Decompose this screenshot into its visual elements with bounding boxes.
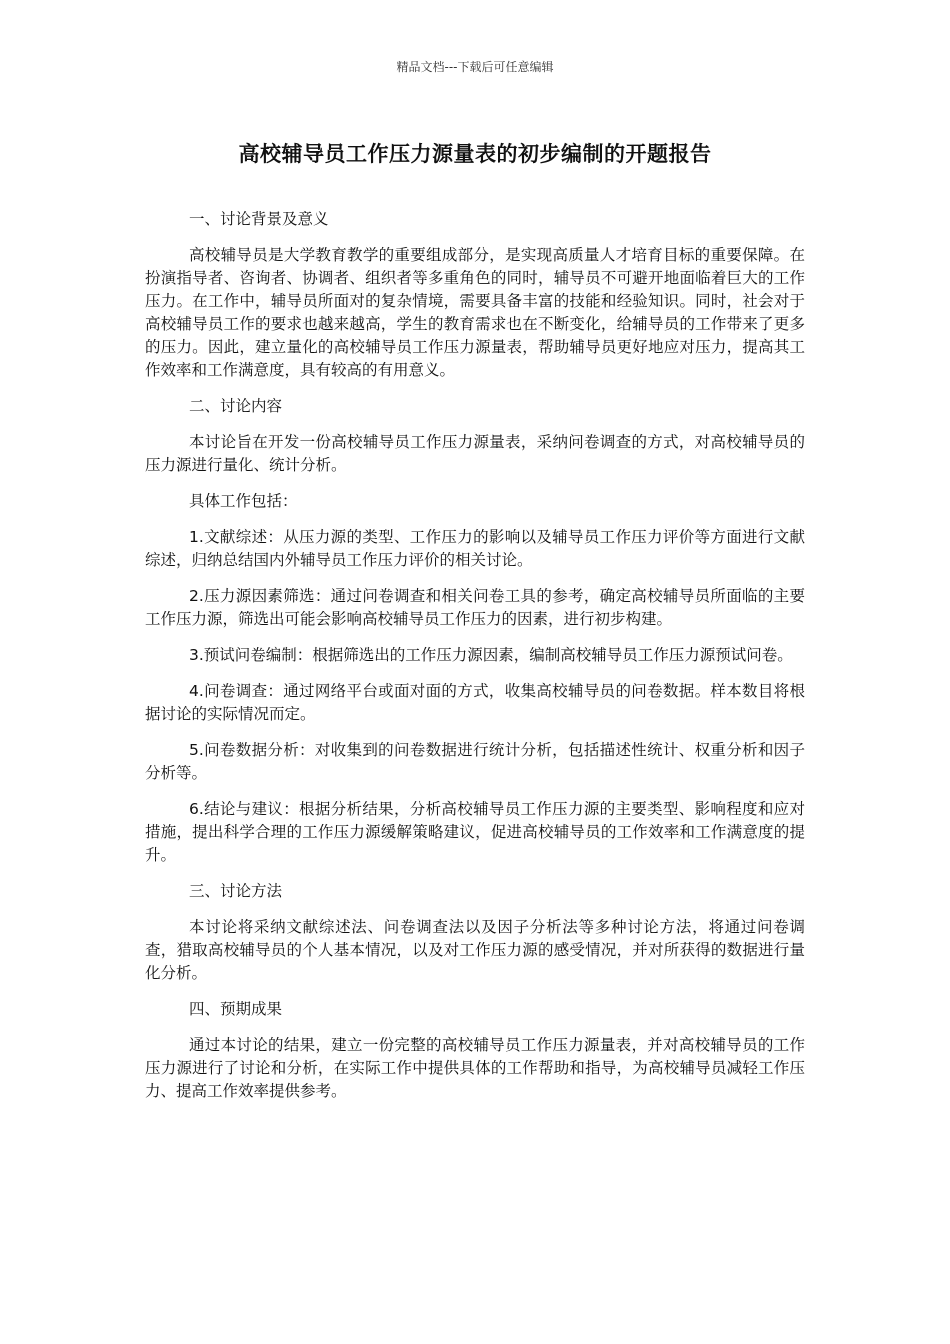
section-heading-content: 二、讨论内容 <box>189 397 283 415</box>
list-item-data-analysis: 5.问卷数据分析：对收集到的问卷数据进行统计分析，包括描述性统计、权重分析和因子分析等。 <box>145 741 805 782</box>
list-item-pretest-questionnaire: 3.预试问卷编制：根据筛选出的工作压力源因素，编制高校辅导员工作压力源预试问卷。 <box>189 646 793 664</box>
document-body <box>145 208 805 1116</box>
paragraph-content-intro: 本讨论旨在开发一份高校辅导员工作压力源量表，采纳问卷调查的方式，对高校辅导员的压力源进行量化、统计分析。 <box>145 433 805 474</box>
list-item-factor-screening: 2.压力源因素筛选：通过问卷调查和相关问卷工具的参考，确定高校辅导员所面临的主要工作压力源，筛选出可能会影响高校辅导员工作压力的因素，进行初步构建。 <box>145 587 805 628</box>
list-item-survey: 4.问卷调查：通过网络平台或面对面的方式，收集高校辅导员的问卷数据。样本数目将根据讨论的实际情况而定。 <box>145 682 805 723</box>
list-item-conclusion: 6.结论与建议：根据分析结果，分析高校辅导员工作压力源的主要类型、影响程度和应对措施，提出科学合理的工作压力源缓解策略建议，促进高校辅导员的工作效率和工作满意度的提升。 <box>145 800 805 864</box>
section-heading-methods: 三、讨论方法 <box>189 882 283 900</box>
list-item-literature-review: 1.文献综述：从压力源的类型、工作压力的影响以及辅导员工作压力评价等方面进行文献综述，归纳总结国内外辅导员工作压力评价的相关讨论。 <box>145 528 805 569</box>
document-title: 高校辅导员工作压力源量表的初步编制的开题报告 <box>238 142 712 166</box>
section-heading-outcomes: 四、预期成果 <box>189 1000 283 1018</box>
paragraph-background: 高校辅导员是大学教育教学的重要组成部分，是实现高质量人才培育目标的重要保障。在扮演指导者、咨询者、协调者、组织者等多重角色的同时，辅导员不可避开地面临着巨大的工作压力。在工作中，辅导员所面对的复杂情境，需要具备丰富的技能和经验知识。同时，社会对于高校辅导员工作的要求也越来越高，学生的教育需求也在不断变化，给辅导员的工作带来了更多的压力。因此，建立量化的高校辅导员工作压力源量表，帮助辅导员更好地应对压力，提高其工作效率和工作满意度，具有较高的有用意义。 <box>145 246 805 379</box>
section-heading-background: 一、讨论背景及意义 <box>189 210 329 228</box>
paragraph-work-items-intro: 具体工作包括： <box>189 492 298 510</box>
paragraph-outcomes: 通过本讨论的结果，建立一份完整的高校辅导员工作压力源量表，并对高校辅导员的工作压力源进行了讨论和分析，在实际工作中提供具体的工作帮助和指导，为高校辅导员减轻工作压力、提高工作效率提供参考。 <box>145 1036 805 1100</box>
header-note: 精品文档---下载后可任意编辑 <box>396 60 554 74</box>
paragraph-methods: 本讨论将采纳文献综述法、问卷调查法以及因子分析法等多种讨论方法，将通过问卷调查，猎取高校辅导员的个人基本情况，以及对工作压力源的感受情况，并对所获得的数据进行量化分析。 <box>145 918 805 982</box>
